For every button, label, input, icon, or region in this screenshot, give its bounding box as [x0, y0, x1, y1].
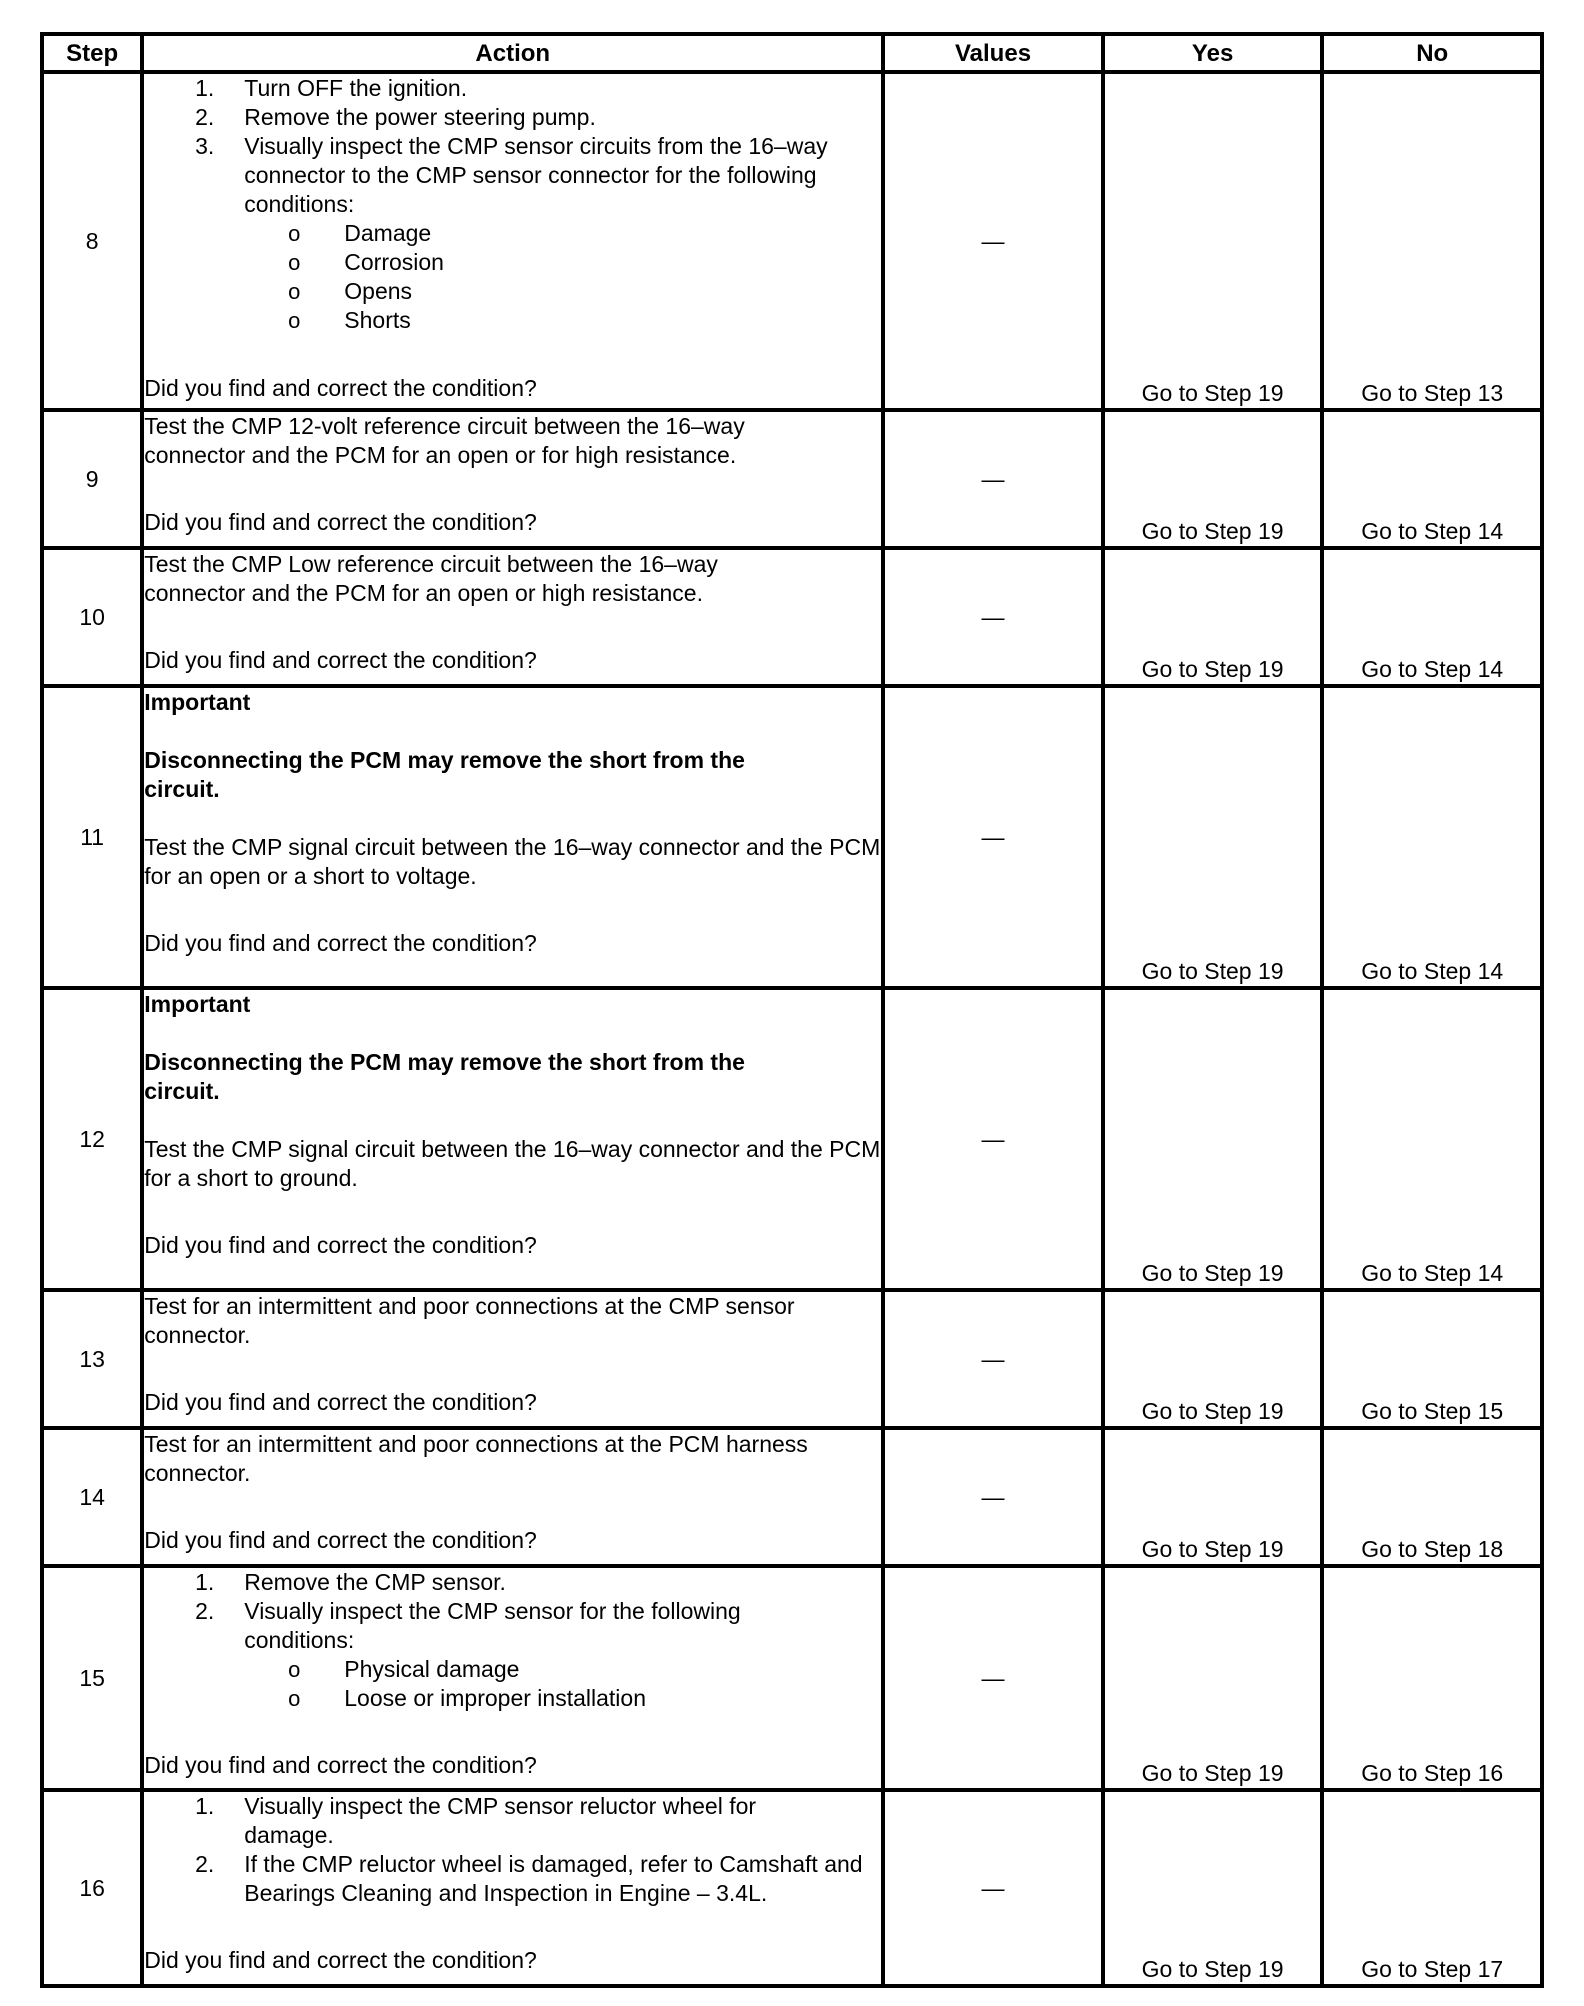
no-cell: Go to Step 14 [1322, 988, 1542, 1290]
step-number: 10 [42, 548, 142, 686]
step-number: 11 [42, 686, 142, 988]
no-cell: Go to Step 15 [1322, 1290, 1542, 1428]
no-cell: Go to Step 14 [1322, 410, 1542, 548]
action-cell [142, 548, 883, 686]
no-cell: Go to Step 14 [1322, 686, 1542, 988]
list-item: 3. Visually inspect the CMP sensor circuits from the 16–way connector to the CMP sensor connector for the following conditions: [195, 133, 828, 217]
no-cell: Go to Step 17 [1322, 1790, 1542, 1986]
step-number: 13 [42, 1290, 142, 1428]
bullet-icon: o [288, 308, 301, 333]
table-row [42, 72, 1542, 410]
important-note: Disconnecting the PCM may remove the short from the circuit. [144, 747, 745, 802]
bullet-item: o Damage [144, 219, 881, 248]
step-number: 8 [42, 72, 142, 410]
table-row [42, 410, 1542, 548]
yes-cell: Go to Step 19 [1103, 1290, 1323, 1428]
step-number: 16 [42, 1790, 142, 1986]
table-row [42, 686, 1542, 988]
bullet-item: o Physical damage [144, 1655, 881, 1684]
question-text: Did you find and correct the condition? [144, 1389, 537, 1415]
table-row [42, 1566, 1542, 1790]
action-cell [142, 1428, 883, 1566]
header-no: No [1322, 34, 1542, 72]
action-text: Test the CMP signal circuit between the 16–way connector and the PCM for an open or a short to voltage. [144, 834, 881, 889]
action-cell [142, 410, 883, 548]
action-cell [142, 1566, 883, 1790]
values-cell: — [883, 72, 1103, 410]
values-cell: — [883, 548, 1103, 686]
diagnostic-table [40, 32, 1544, 1988]
bullet-item: o Opens [144, 277, 881, 306]
header-action: Action [142, 34, 883, 72]
question-text: Did you find and correct the condition? [144, 1527, 537, 1553]
no-cell: Go to Step 14 [1322, 548, 1542, 686]
action-text: Test the CMP signal circuit between the 16–way connector and the PCM for a short to ground. [144, 1136, 881, 1191]
action-text: Test for an intermittent and poor connections at the CMP sensor connector. [144, 1293, 795, 1348]
header-yes: Yes [1103, 34, 1323, 72]
list-item: 1. Turn OFF the ignition. [195, 75, 468, 101]
bullet-icon: o [288, 1657, 301, 1682]
values-cell: — [883, 410, 1103, 548]
no-cell: Go to Step 13 [1322, 72, 1542, 410]
list-item: 2. If the CMP reluctor wheel is damaged, refer to Camshaft and Bearings Cleaning and Inspection in Engine – 3.4L. [195, 1851, 863, 1906]
no-cell: Go to Step 16 [1322, 1566, 1542, 1790]
header-row [42, 34, 1542, 72]
bullet-icon: o [288, 279, 301, 304]
yes-cell: Go to Step 19 [1103, 1790, 1323, 1986]
bullet-item: o Shorts [144, 306, 881, 335]
list-item: 2. Remove the power steering pump. [195, 104, 596, 130]
question-text: Did you find and correct the condition? [144, 509, 537, 535]
question-text: Did you find and correct the condition? [144, 1232, 537, 1258]
action-cell [142, 1790, 883, 1986]
numbered-list [144, 1568, 881, 1655]
values-cell: — [883, 1790, 1103, 1986]
header-values: Values [883, 34, 1103, 72]
yes-cell: Go to Step 19 [1103, 72, 1323, 410]
table-row [42, 548, 1542, 686]
action-text: Test for an intermittent and poor connections at the PCM harness connector. [144, 1431, 808, 1486]
values-cell: — [883, 1428, 1103, 1566]
yes-cell: Go to Step 19 [1103, 410, 1323, 548]
question-text: Did you find and correct the condition? [144, 930, 537, 956]
action-cell [142, 686, 883, 988]
action-cell [142, 72, 883, 410]
bullet-icon: o [288, 250, 301, 275]
bullet-list [144, 219, 881, 335]
values-cell: — [883, 1566, 1103, 1790]
important-label: Important [144, 991, 251, 1017]
important-label: Important [144, 689, 251, 715]
question-text: Did you find and correct the condition? [144, 375, 537, 401]
list-item: 2. Visually inspect the CMP sensor for the following conditions: [195, 1598, 741, 1653]
action-cell [142, 1290, 883, 1428]
step-number: 9 [42, 410, 142, 548]
step-number: 14 [42, 1428, 142, 1566]
list-item: 1. Remove the CMP sensor. [195, 1569, 506, 1595]
yes-cell: Go to Step 19 [1103, 988, 1323, 1290]
no-cell: Go to Step 18 [1322, 1428, 1542, 1566]
values-cell: — [883, 1290, 1103, 1428]
question-text: Did you find and correct the condition? [144, 1752, 537, 1778]
yes-cell: Go to Step 19 [1103, 1566, 1323, 1790]
important-note: Disconnecting the PCM may remove the short from the circuit. [144, 1049, 745, 1104]
yes-cell: Go to Step 19 [1103, 1428, 1323, 1566]
question-text: Did you find and correct the condition? [144, 1947, 537, 1973]
table-row [42, 1428, 1542, 1566]
action-text: Test the CMP Low reference circuit between the 16–way connector and the PCM for an open or high resistance. [144, 551, 718, 606]
yes-cell: Go to Step 19 [1103, 686, 1323, 988]
values-cell: — [883, 686, 1103, 988]
step-number: 15 [42, 1566, 142, 1790]
table-row [42, 1290, 1542, 1428]
action-text: Test the CMP 12-volt reference circuit between the 16–way connector and the PCM for an open or for high resistance. [144, 413, 745, 468]
values-cell: — [883, 988, 1103, 1290]
list-item: 1. Visually inspect the CMP sensor reluctor wheel for damage. [195, 1793, 757, 1848]
table-row [42, 1790, 1542, 1986]
numbered-list [144, 74, 881, 219]
numbered-list [144, 1792, 881, 1908]
question-text: Did you find and correct the condition? [144, 647, 537, 673]
table-row [42, 988, 1542, 1290]
step-number: 12 [42, 988, 142, 1290]
bullet-list [144, 1655, 881, 1713]
bullet-icon: o [288, 1686, 301, 1711]
header-step: Step [42, 34, 142, 72]
bullet-item: o Corrosion [144, 248, 881, 277]
bullet-icon: o [288, 221, 301, 246]
action-cell [142, 988, 883, 1290]
yes-cell: Go to Step 19 [1103, 548, 1323, 686]
bullet-item: o Loose or improper installation [144, 1684, 881, 1713]
